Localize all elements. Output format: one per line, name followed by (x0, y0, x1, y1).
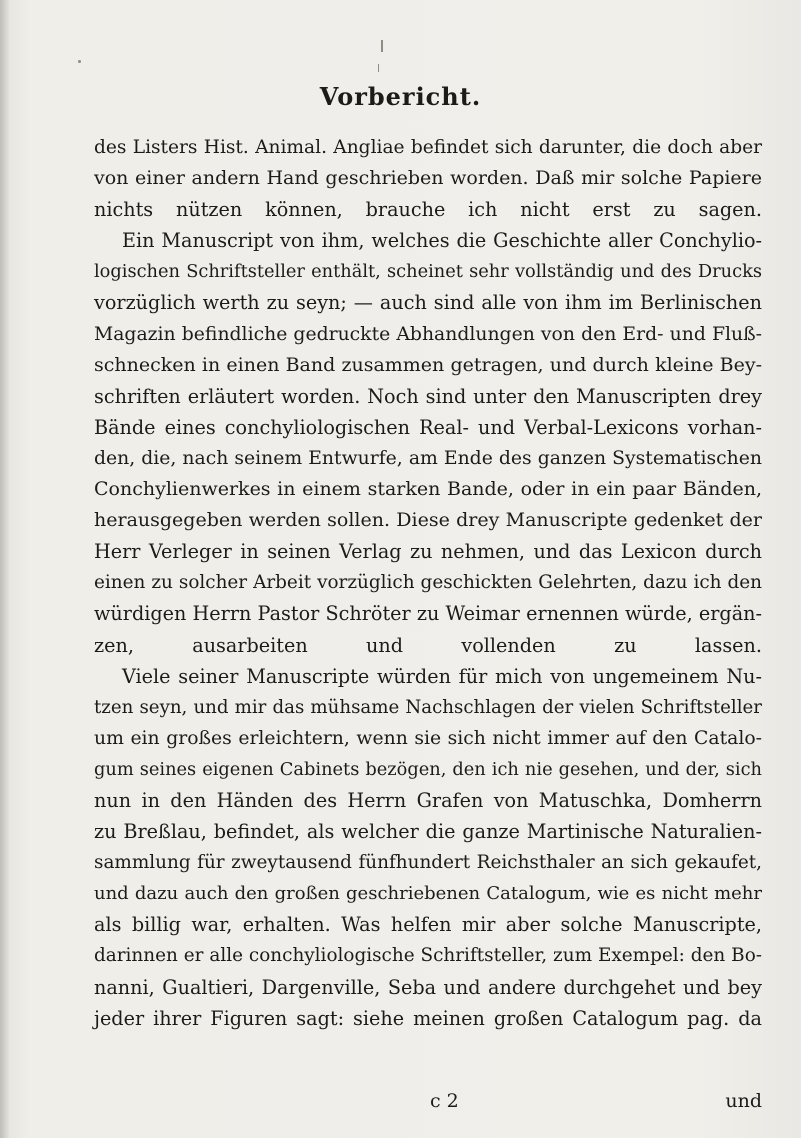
text-line: schnecken in einen Band zusammen getragen, und durch kleine Bey- (94, 353, 762, 376)
text-line: logischen Schriftsteller enthält, scheinet sehr vollständig und des Drucks (94, 261, 762, 283)
text-line: vorzüglich werth zu seyn; — auch sind alle von ihm im Berlinischen (94, 291, 762, 315)
ink-speck (378, 64, 379, 72)
page-edge-shadow (0, 0, 10, 1138)
text-line: Herr Verleger in seinen Verlag zu nehmen, und das Lexicon durch (94, 540, 762, 564)
text-line: jeder ihrer Figuren sagt: siehe meinen großen Catalogum pag. da (94, 1006, 762, 1030)
text-line: von einer andern Hand geschrieben worden. Daß mir solche Papiere (94, 167, 762, 190)
ink-speck (381, 40, 383, 52)
text-line: und dazu auch den großen geschriebenen Catalogum, wie es nicht mehr (94, 883, 762, 905)
signature-mark: c 2 (430, 1090, 459, 1112)
text-line: Conchylienwerkes in einem starken Bande, oder in ein paar Bänden, (94, 478, 762, 501)
text-line: schriften erläutert worden. Noch sind unter den Manuscripten drey (94, 384, 762, 408)
ink-speck (78, 60, 81, 63)
text-line: nanni, Gualtieri, Dargenville, Seba und andere durchgehet und bey (94, 975, 762, 999)
text-line: Viele seiner Manuscripte würden für mich von ungemeinem Nu- (122, 664, 762, 688)
text-line: tzen seyn, und mir das mühsame Nachschlagen der vielen Schriftsteller (94, 696, 762, 718)
text-line: darinnen er alle conchyliologische Schriftsteller, zum Exempel: den Bo- (94, 945, 762, 967)
text-line: herausgegeben werden sollen. Diese drey Manuscripte gedenket der (94, 509, 762, 532)
text-line: nun in den Händen des Herrn Grafen von Matuschka, Domherrn (94, 788, 762, 812)
page-header: Vorbericht. (319, 82, 482, 111)
text-line: sammlung für zweytausend fünfhundert Reichsthaler an sich gekaufet, (94, 852, 762, 874)
text-line: gum seines eigenen Cabinets bezögen, den ich nie gesehen, und der, sich (94, 758, 762, 780)
text-line: Magazin befindliche gedruckte Abhandlungen von den Erd- und Fluß- (94, 323, 762, 345)
text-line: nichts nützen können, brauche ich nicht erst zu sagen. (94, 198, 762, 222)
page-footer (94, 1090, 762, 1116)
text-line: den, die, nach seinem Entwurfe, am Ende des ganzen Systematischen (94, 447, 762, 469)
text-line: Ein Manuscript von ihm, welches die Geschichte aller Conchylio- (122, 229, 762, 253)
text-line: zu Breßlau, befindet, als welcher die ganze Martinische Naturalien- (94, 820, 762, 844)
text-line: Bände eines conchyliologischen Real- und Verbal-Lexicons vorhan- (94, 415, 762, 439)
text-line: würdigen Herrn Pastor Schröter zu Weimar ernennen würde, ergän- (94, 602, 762, 626)
text-line: um ein großes erleichtern, wenn sie sich nicht immer auf den Catalo- (94, 727, 762, 749)
text-line: zen, ausarbeiten und vollenden zu lassen. (94, 633, 762, 657)
catchword: und (725, 1090, 762, 1112)
text-line: als billig war, erhalten. Was helfen mir aber solche Manuscripte, (94, 913, 762, 937)
body-text (94, 132, 762, 1034)
text-line: einen zu solcher Arbeit vorzüglich geschickten Gelehrten, dazu ich den (94, 572, 762, 594)
text-line: des Listers Hist. Animal. Angliae befindet sich darunter, die doch aber (94, 137, 762, 158)
